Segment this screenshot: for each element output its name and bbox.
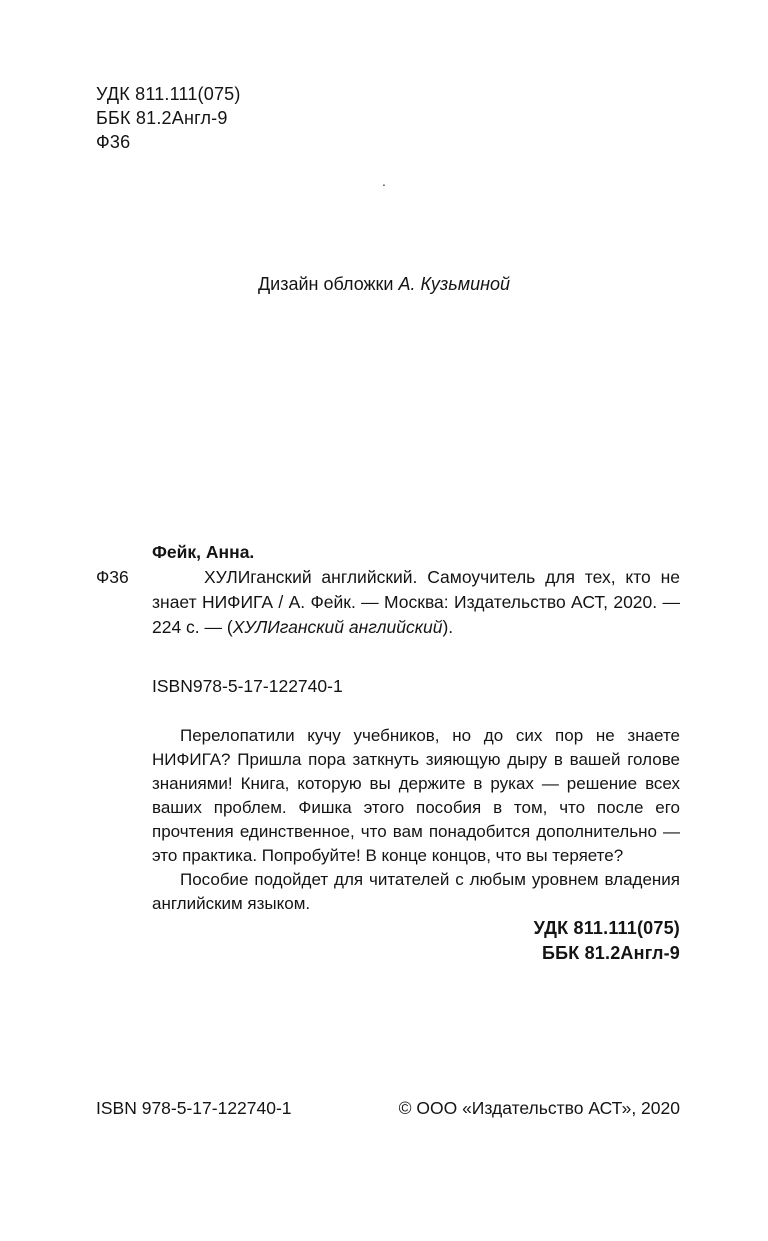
author-sign-code-entry: Ф36 — [96, 567, 129, 587]
udk-code-right: УДК 811.111(075) — [533, 918, 680, 938]
bbk-code-right: ББК 81.2Англ-9 — [541, 943, 680, 963]
cover-design-credit — [0, 272, 768, 296]
center-dot-mark: · — [381, 176, 387, 192]
top-classification-codes — [96, 82, 241, 154]
book-author: Фейк, Анна. — [152, 542, 255, 562]
right-classification-codes — [96, 916, 680, 966]
annotation-block — [152, 724, 680, 916]
bibliographic-description-close: ). — [442, 617, 454, 637]
annotation-paragraph-1: Перелопатили кучу учебников, но до сих пор не знаете НИФИГА? Пришла пора заткнуть зияющую дыру в вашей голове знаниями! Книга, которую вы держите в руках — решение всех ваших проблем. Фишка этого пособия в том, что после его прочтения единственное, что вам понадобится дополнительно — это практика. Попробуйте! В конце концов, что вы теряете? — [152, 726, 680, 865]
series-title: ХУЛИганский английский — [232, 617, 443, 637]
footer-row — [96, 1096, 680, 1120]
cover-design-label: Дизайн обложки — [257, 274, 399, 294]
cover-designer-name: А. Кузьминой — [398, 274, 511, 294]
copyright-notice: © ООО «Издательство АСТ», 2020 — [398, 1098, 680, 1118]
bibliographic-description — [152, 565, 680, 640]
udk-code-top: УДК 811.111(075) — [96, 84, 241, 104]
bibliographic-record — [96, 540, 680, 640]
isbn-bottom: ISBN 978-5-17-122740-1 — [96, 1098, 292, 1118]
isbn-middle: ISBN978-5-17-122740-1 — [152, 676, 343, 696]
author-sign-code-top: Ф36 — [96, 132, 131, 152]
bibliographic-description-main: ХУЛИганский английский. Самоучитель для тех, кто не знает НИФИГА / А. Фейк. — Москва: Издательство АСТ, 2020. — 224 с. — ( — [152, 567, 680, 637]
annotation-paragraph-2: Пособие подойдет для читателей с любым уровнем владения английским языком. — [152, 870, 680, 913]
bibliographic-entry — [152, 540, 680, 640]
bbk-code-top: ББК 81.2Англ-9 — [96, 108, 228, 128]
